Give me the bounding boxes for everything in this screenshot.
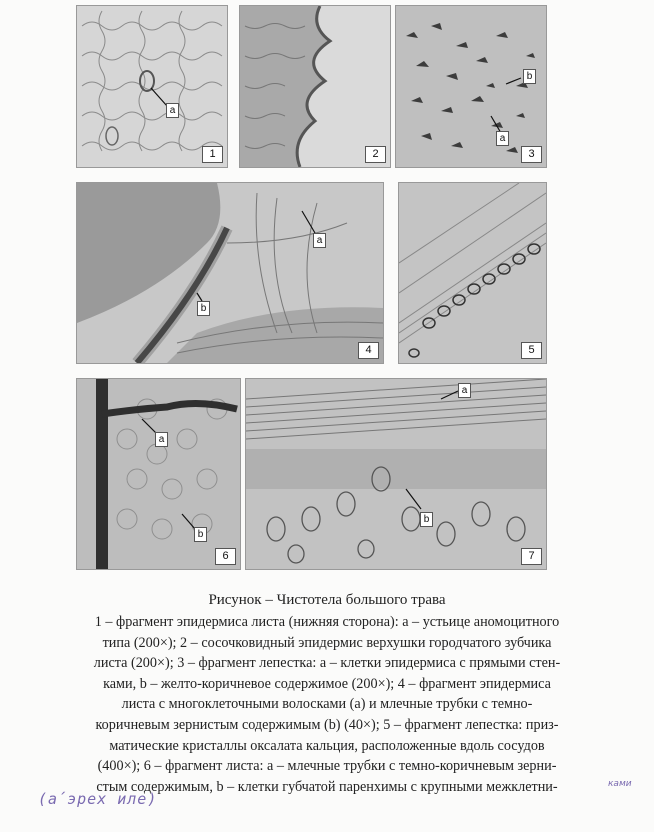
handwritten-suffix: ками: [608, 779, 632, 789]
caption-line: матические кристаллы оксалата кальция, расположенные вдоль сосудов: [109, 737, 545, 754]
panel-3-label-a: a: [496, 131, 509, 146]
micrograph-image-7: [246, 379, 546, 569]
micrograph-image-6: [77, 379, 240, 569]
panel-6-label-a: a: [155, 432, 168, 447]
panel-4-label-a: a: [313, 233, 326, 248]
micrograph-image-5: [399, 183, 546, 363]
caption-line: стым содержимым, b – клетки губчатой паренхимы с крупными межклетни-: [96, 778, 558, 795]
micrograph-panel-4: [76, 182, 384, 364]
caption-line: ками, b – желто-коричневое содержимое (200×); 4 – фрагмент эпидермиса: [103, 675, 551, 692]
micrograph-panel-6: [76, 378, 241, 570]
micrograph-image-1: [77, 6, 227, 167]
caption-line: типа (200×); 2 – сосочковидный эпидермис верхушки городчатого зубчика: [102, 634, 552, 651]
caption-line: листа (200×); 3 – фрагмент лепестка: а – клетки эпидермиса с прямыми стен-: [93, 655, 561, 672]
caption-line: коричневым зернистым содержимым (b) (40×); 5 – фрагмент лепестка: приз-: [95, 716, 559, 733]
panel-4-number: 4: [358, 342, 379, 359]
handwritten-note: (а́эрех иле): [38, 790, 158, 808]
panel-2-number: 2: [365, 146, 386, 163]
panel-7-label-a: a: [458, 383, 471, 398]
micrograph-panel-7: [245, 378, 547, 570]
panel-1-number: 1: [202, 146, 223, 163]
panel-5-number: 5: [521, 342, 542, 359]
panel-7-number: 7: [521, 548, 542, 565]
figure-caption-text: [20, 612, 634, 797]
panel-7-label-b: b: [420, 512, 433, 527]
micrograph-image-2: [240, 6, 390, 167]
panel-3-number: 3: [521, 146, 542, 163]
micrograph-image-4: [77, 183, 383, 363]
micrograph-panel-5: [398, 182, 547, 364]
micrograph-panel-2: [239, 5, 391, 168]
caption-line: 1 – фрагмент эпидермиса листа (нижняя сторона): а – устьице аномоцитного: [94, 614, 560, 630]
panel-4-label-b: b: [197, 301, 210, 316]
micrograph-image-3: [396, 6, 546, 167]
panel-6-label-b: b: [194, 527, 207, 542]
caption-line: (400×); 6 – фрагмент листа: а – млечные трубки с темно-коричневым зерни-: [97, 758, 557, 775]
panel-6-number: 6: [215, 548, 236, 565]
panel-3-label-b: b: [523, 69, 536, 84]
figure-caption-title: Рисунок – Чистотела большого трава: [208, 592, 446, 608]
micrograph-panel-3: [395, 5, 547, 168]
panel-1-label-a: a: [166, 103, 179, 118]
micrograph-panel-1: [76, 5, 228, 168]
caption-line: листа с многоклеточными волосками (а) и млечные трубки с темно-: [121, 696, 533, 713]
